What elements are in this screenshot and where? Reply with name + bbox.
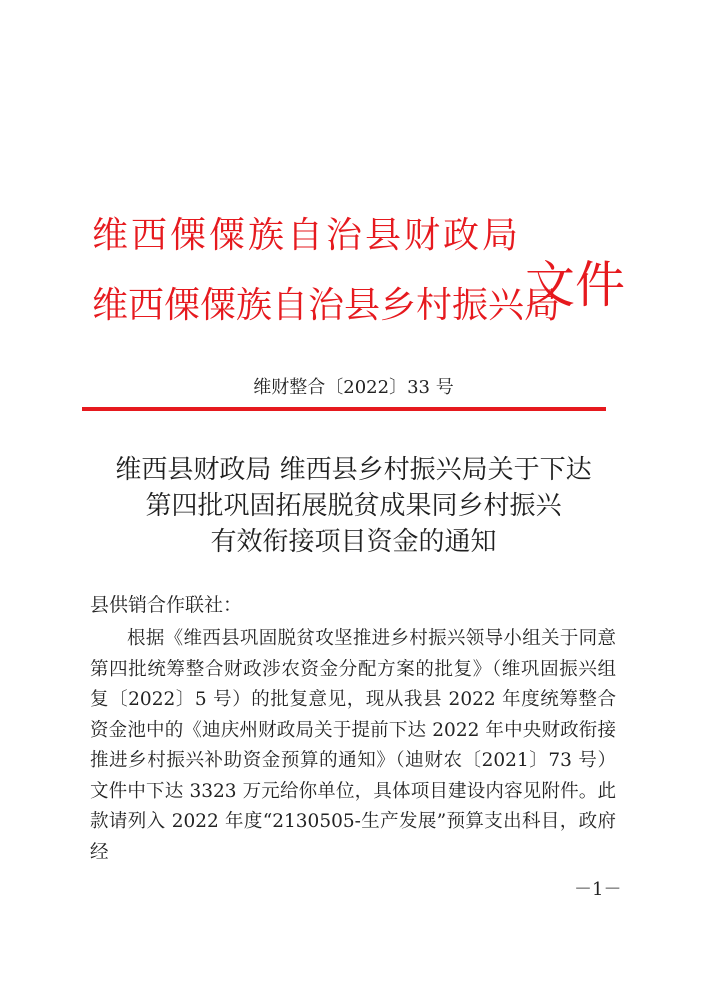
title-line-3: 有效衔接项目资金的通知 [210, 527, 497, 557]
issuer-rural-revitalization-bureau: 维西傈僳族自治县乡村振兴局 [92, 285, 561, 326]
title-line-2: 第四批巩固拓展脱贫成果同乡村振兴 [145, 491, 562, 521]
title-line-1: 维西县财政局 维西县乡村振兴局关于下达 [115, 455, 592, 485]
notice-title [0, 452, 707, 560]
body-paragraph: 根据《维西县巩固脱贫攻坚推进乡村振兴领导小组关于同意第四批统筹整合财政涉农资金分配方案的批复》（维巩固振兴组复〔2022〕5 号）的批复意见，现从我县 2022 年度统筹整合资金池中的《迪庆州财政局关于提前下达 2022 年中央财政衔接推进乡村振兴补助资金预算的通知》（迪财农〔2021〕73 号）文件中下达 3323 万元给你单位，具体项目建设内容见附件。此款请列入 2022 年度“2130505-生产发展”预算支出科目，政府经 [90, 628, 616, 863]
issuer-finance-bureau: 维西傈僳族自治县财政局 [92, 215, 522, 256]
salutation: 县供销合作联社： [90, 594, 243, 616]
document-number: 维财整合〔2022〕33 号 [253, 377, 454, 398]
page-number: －1－ [574, 879, 622, 900]
document-type-label: 文件 [525, 256, 625, 314]
red-divider-line [82, 407, 606, 411]
